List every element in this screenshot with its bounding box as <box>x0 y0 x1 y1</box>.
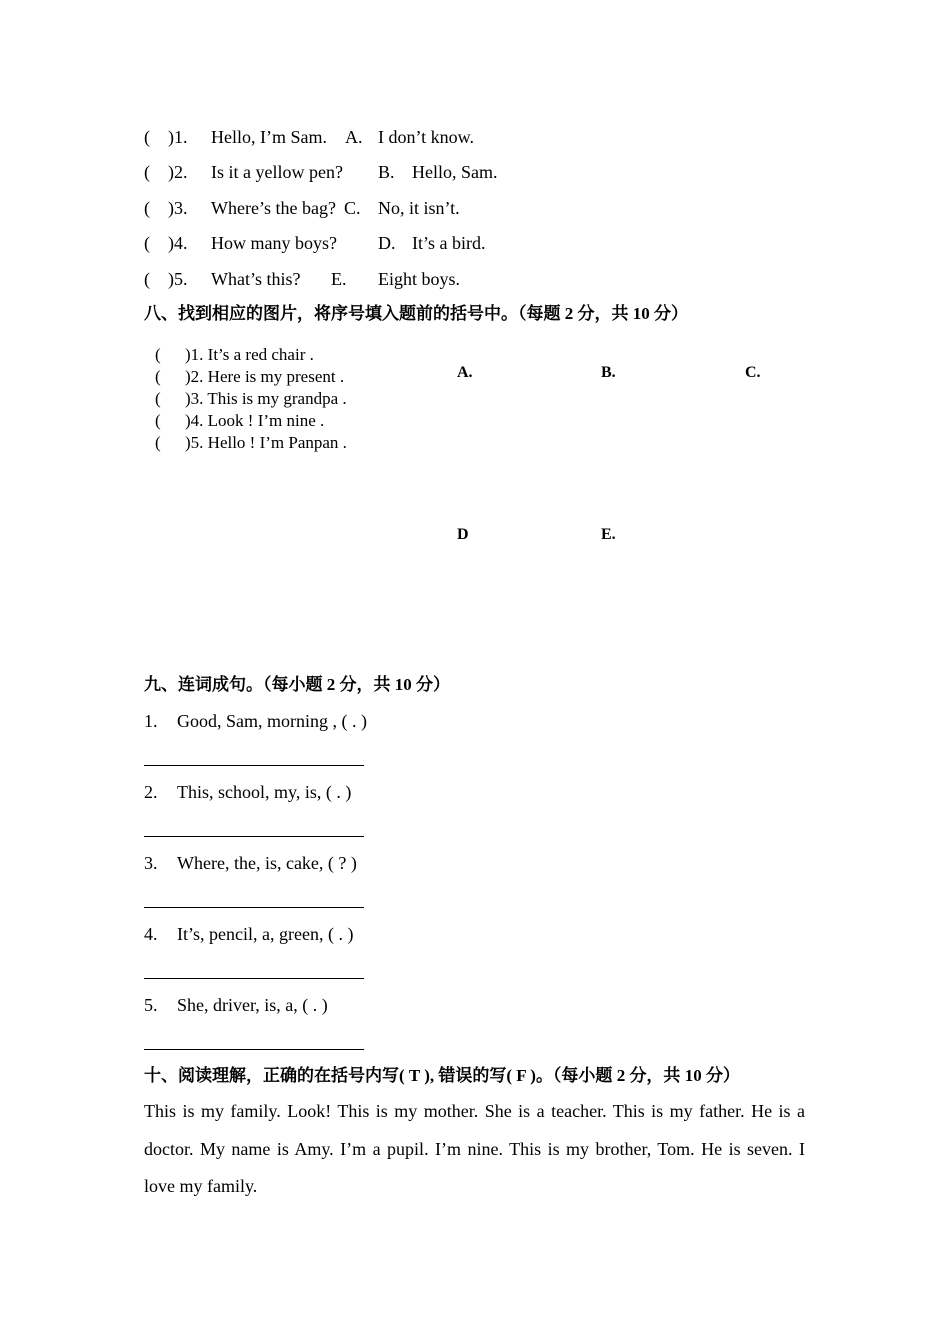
answer-line[interactable] <box>144 765 364 766</box>
answer-paren: ( <box>144 198 150 218</box>
option-letter: B. <box>378 162 395 182</box>
section-8-heading: 八、找到相应的图片，将序号填入题前的括号中。（每题 2 分，共 10 分） <box>144 304 688 323</box>
question-number: )5. <box>168 269 188 289</box>
picture-match-item: )2. Here is my present . <box>185 367 345 386</box>
option-letter: D. <box>378 233 396 253</box>
picture-label-a: A. <box>457 364 473 381</box>
option-text: No, it isn’t. <box>378 198 460 218</box>
picture-match-item: )1. It’s a red chair . <box>185 345 314 364</box>
answer-line[interactable] <box>144 978 364 979</box>
picture-match-item: )3. This is my grandpa . <box>185 389 347 408</box>
section-10-heading: 十、阅读理解，正确的在括号内写( T ), 错误的写( F )。（每小题 2 分，共 10 分） <box>144 1066 740 1085</box>
option-text: It’s a bird. <box>412 233 486 253</box>
scrambled-words: She, driver, is, a, ( . ) <box>177 995 328 1015</box>
answer-paren: ( <box>155 411 161 430</box>
answer-paren: ( <box>155 433 161 452</box>
option-letter: A. <box>345 127 363 147</box>
sentence-number: 3. <box>144 853 158 873</box>
picture-label-c: C. <box>745 364 761 381</box>
answer-paren: ( <box>155 389 161 408</box>
option-text: Hello, Sam. <box>412 162 498 182</box>
question-text: Hello, I’m Sam. <box>211 127 327 147</box>
question-number: )2. <box>168 162 188 182</box>
sentence-number: 1. <box>144 711 158 731</box>
answer-paren: ( <box>144 162 150 182</box>
question-text: How many boys? <box>211 233 337 253</box>
answer-paren: ( <box>144 127 150 147</box>
scrambled-words: Good, Sam, morning , ( . ) <box>177 711 367 731</box>
section-9-heading: 九、连词成句。（每小题 2 分，共 10 分） <box>144 675 450 694</box>
answer-line[interactable] <box>144 836 364 837</box>
sentence-number: 2. <box>144 782 158 802</box>
scrambled-words: Where, the, is, cake, ( ? ) <box>177 853 357 873</box>
sentence-number: 5. <box>144 995 158 1015</box>
picture-label-e: E. <box>601 526 616 543</box>
answer-paren: ( <box>144 233 150 253</box>
picture-label-b: B. <box>601 364 616 381</box>
option-letter: E. <box>331 269 347 289</box>
picture-match-item: )5. Hello ! I’m Panpan . <box>185 433 347 452</box>
question-text: What’s this? <box>211 269 301 289</box>
answer-line[interactable] <box>144 907 364 908</box>
option-text: Eight boys. <box>378 269 461 289</box>
sentence-number: 4. <box>144 924 158 944</box>
answer-paren: ( <box>155 367 161 386</box>
question-number: )4. <box>168 233 188 253</box>
picture-label-d: D <box>457 526 469 543</box>
option-letter: C. <box>344 198 361 218</box>
option-text: I don’t know. <box>378 127 474 147</box>
picture-match-item: )4. Look ! I’m nine . <box>185 411 325 430</box>
answer-line[interactable] <box>144 1049 364 1050</box>
scrambled-words: This, school, my, is, ( . ) <box>177 782 352 802</box>
scrambled-words: It’s, pencil, a, green, ( . ) <box>177 924 354 944</box>
question-number: )3. <box>168 198 188 218</box>
reading-passage: This is my family. Look! This is my mother. She is a teacher. This is my father. He is a doctor. My name is Amy. I’m a pupil. I’m nine. This is my brother, Tom. He is seven. I love my family. <box>144 1101 805 1196</box>
question-number: )1. <box>168 127 188 147</box>
question-text: Is it a yellow pen? <box>211 162 343 182</box>
question-text: Where’s the bag? <box>211 198 336 218</box>
answer-paren: ( <box>155 345 161 364</box>
answer-paren: ( <box>144 269 150 289</box>
